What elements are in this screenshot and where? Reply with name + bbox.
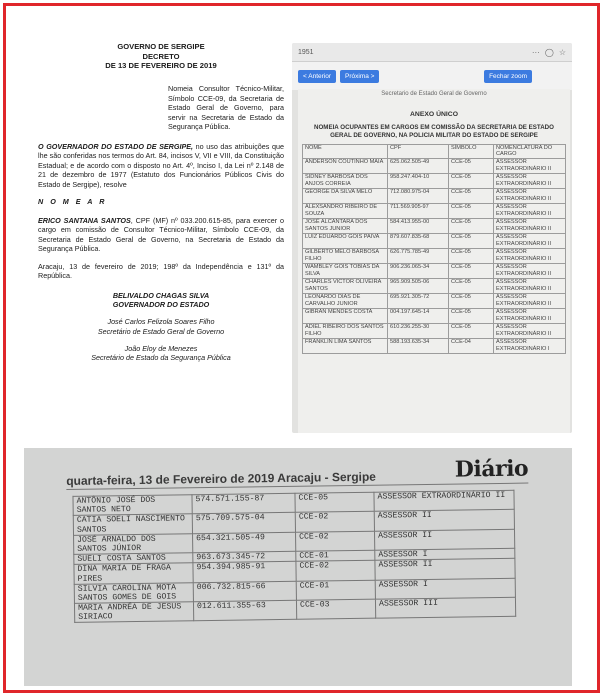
cell-simbolo: CCE-01 — [296, 550, 375, 561]
prev-button[interactable]: < Anterior — [298, 70, 336, 83]
table-row — [303, 188, 566, 203]
cell-simbolo: CCE-03 — [296, 599, 375, 619]
cell-cargo: ASSESSOR EXTRAORDINÁRIO II — [494, 173, 566, 188]
cell-simbolo: CCE-05 — [449, 173, 494, 188]
cell-cpf: 906.236.065-34 — [388, 263, 449, 278]
cell-cpf: 654.321.505-49 — [193, 532, 296, 553]
decree-paragraph-2 — [38, 216, 284, 254]
cell-cargo: ASSESSOR I — [375, 548, 515, 560]
cell-simbolo: CCE-05 — [449, 233, 494, 248]
table-row — [303, 158, 566, 173]
newspaper-date: quarta-feira, 13 de Fevereiro de 2019 Aracaju - Sergipe — [66, 469, 377, 488]
cell-cargo: ASSESSOR EXTRAORDINÁRIO II — [494, 218, 566, 233]
cell-cargo: ASSESSOR II — [374, 510, 514, 531]
cell-cpf: 575.709.575-04 — [192, 513, 295, 534]
cell-cpf: 695.921.305-72 — [388, 293, 449, 308]
cell-simbolo: CCE-05 — [449, 278, 494, 293]
cell-nome: JOSÉ ALCANTARA DOS SANTOS JUNIOR — [303, 218, 388, 233]
cell-simbolo: CCE-04 — [449, 338, 494, 353]
decree-signature-secretary-governo — [38, 317, 284, 336]
decree — [38, 42, 284, 371]
cell-cpf: 958.247.404-10 — [388, 173, 449, 188]
table-row — [303, 263, 566, 278]
sig3-name: João Eloy de Menezes — [124, 344, 198, 354]
table-row — [303, 233, 566, 248]
cell-cargo: ASSESSOR EXTRAORDINÁRIO II — [494, 203, 566, 218]
cell-simbolo: CCE-05 — [449, 308, 494, 323]
cell-cargo: ASSESSOR II — [375, 559, 515, 580]
cell-cargo: ASSESSOR EXTRAORDINÁRIO II — [494, 323, 566, 338]
url-text: 1951 — [298, 48, 314, 56]
cell-nome: JOSÉ ARNALDO DOS SANTOS JÚNIOR — [74, 533, 193, 554]
cell-simbolo: CCE-05 — [449, 263, 494, 278]
sig2-name: José Carlos Felizola Soares Filho — [107, 317, 215, 327]
cell-cpf: 012.611.355-63 — [193, 600, 296, 621]
cell-cpf: 963.673.345-72 — [193, 551, 296, 563]
annex-table-body — [303, 158, 566, 353]
doc-header: Secretario de Estado Geral de Governo — [381, 91, 487, 97]
shield-icon[interactable]: ◯ — [544, 47, 554, 57]
annex-table-header — [303, 144, 566, 158]
newspaper-table-body — [73, 490, 516, 623]
decree-signature-governor — [38, 291, 284, 310]
cell-nome: CHARLES VICTOR OLIVEIRA SANTOS — [303, 278, 388, 293]
table-row — [303, 203, 566, 218]
cell-cargo: ASSESSOR EXTRAORDINÁRIO II — [494, 278, 566, 293]
col-cargo: NOMENCLATURA DO CARGO — [494, 144, 566, 158]
cell-nome: FRANKLIN LIMA SANTOS — [303, 338, 388, 353]
table-row — [303, 248, 566, 263]
browser-url-bar[interactable] — [292, 43, 572, 62]
annex-title: ANEXO ÚNICO — [410, 111, 458, 118]
cell-cargo: ASSESSOR EXTRAORDINÁRIO II — [374, 490, 514, 511]
cell-cargo: ASSESSOR EXTRAORDINÁRIO II — [494, 233, 566, 248]
cell-nome: ALEXSANDRO RIBEIRO DE SOUZA — [303, 203, 388, 218]
cell-cpf: 574.571.155-87 — [192, 493, 295, 514]
newspaper-page — [66, 455, 558, 623]
cell-simbolo: CCE-02 — [295, 512, 374, 532]
cell-cpf: 004.197.645-14 — [388, 308, 449, 323]
cell-nome: LUIZ EDUARDO GOIS PAIVA — [303, 233, 388, 248]
cell-cargo: ASSESSOR EXTRAORDINÁRIO II — [494, 293, 566, 308]
table-row — [303, 173, 566, 188]
decree-ementa: Nomeia Consultor Técnico-Militar, Símbolo CCE-09, da Secretaria de Estado Geral de Governo, para servir na Secretaria de Estado da Segurança Pública. — [168, 84, 284, 132]
cell-cargo: ASSESSOR II — [374, 529, 514, 550]
decree-nomear: N O M E A R — [38, 197, 107, 207]
cell-nome: CATIA SOELI NASCIMENTO SANTOS — [73, 514, 192, 535]
cell-simbolo: CCE-01 — [296, 580, 375, 600]
cell-cpf: 954.394.985-91 — [193, 562, 296, 583]
cell-simbolo: CCE-05 — [295, 492, 374, 512]
cell-nome: SIDNEY BARBOSA DOS ANJOS CORREIA — [303, 173, 388, 188]
cell-nome: ADIEL RIBEIRO DOS SANTOS FILHO — [303, 323, 388, 338]
cell-nome: GEORGE DA SILVA MELO — [303, 188, 388, 203]
annex-table-title: NOMEIA OCUPANTES EM CARGOS EM COMISSÃO DA SECRETARIA DE ESTADO GERAL DE GOVERNO, NA POLICIA MILITAR DO ESTADO DE SERGIPE — [314, 124, 554, 139]
cell-simbolo: CCE-05 — [449, 203, 494, 218]
cell-nome: SILVIA CAROLINA MOTA SANTOS GOMES DE GOIS — [74, 582, 193, 603]
cell-cargo: ASSESSOR EXTRAORDINÁRIO I — [494, 338, 566, 353]
col-nome: NOME — [303, 144, 388, 158]
decree-org: GOVERNO DE SERGIPE — [117, 42, 205, 51]
decree-p2-lead: ERICO SANTANA SANTOS — [38, 215, 131, 225]
cell-cargo: ASSESSOR I — [375, 578, 515, 599]
cell-simbolo: CCE-05 — [449, 323, 494, 338]
cell-simbolo: CCE-05 — [449, 158, 494, 173]
cell-simbolo: CCE-05 — [449, 218, 494, 233]
cell-nome: DINA MARIA DE FRAGA PIRES — [74, 563, 193, 584]
diario-logo: Diário — [454, 455, 529, 483]
decree-signature-secretary-seguranca — [38, 344, 284, 363]
cell-nome: GILBERTO MELO BARBOSA FILHO — [303, 248, 388, 263]
decree-p1-text: no uso das atribuições que lhe são conferidas nos termos do Art. 84, incisos V, VII e VIII, da Constituição Estadual; e de acordo com o disposto no Art. 4º, Inciso I, da Lei nº 2.148 de 21 de dezembro de 1977 (Estatuto dos Funcionários Públicos Civis do Estado de Sergipe), resolve — [38, 141, 284, 189]
cell-cargo: ASSESSOR EXTRAORDINÁRIO II — [494, 263, 566, 278]
decree-date: DE 13 DE FEVEREIRO DE 2019 — [105, 61, 217, 71]
table-row — [303, 308, 566, 323]
table-row — [303, 218, 566, 233]
cell-simbolo: CCE-02 — [296, 531, 375, 551]
newspaper-header — [66, 456, 528, 490]
browser-screenshot-photo — [292, 43, 572, 433]
cell-cpf: 006.732.815-66 — [193, 581, 296, 602]
cell-nome: ANTÔNIO JOSÉ DOS SANTOS NETO — [73, 495, 192, 516]
cell-cpf: 712.080.975-04 — [388, 188, 449, 203]
cell-simbolo: CCE-02 — [296, 561, 375, 581]
cell-nome: SUELI COSTA SANTOS — [74, 553, 193, 565]
cell-nome: LEONARDO DIAS DE CARVALHO JUNIOR — [303, 293, 388, 308]
cell-cargo: ASSESSOR EXTRAORDINÁRIO II — [494, 188, 566, 203]
decree-type: DECRETO — [142, 51, 180, 61]
decree-paragraph-3: Aracaju, 13 de fevereiro de 2019; 198º da Independência e 131º da República. — [38, 261, 284, 281]
sig3-title: Secretário de Estado da Segurança Pública — [91, 353, 231, 363]
star-icon[interactable]: ☆ — [558, 47, 566, 57]
sig-title: GOVERNADOR DO ESTADO — [112, 300, 210, 310]
col-cpf: CPF — [388, 144, 449, 158]
table-row — [303, 323, 566, 338]
cell-cpf: 965.909.505-06 — [388, 278, 449, 293]
cell-cpf: 625.062.505-49 — [388, 158, 449, 173]
sig2-title: Secretário de Estado Geral de Governo — [97, 326, 225, 336]
cell-simbolo: CCE-05 — [449, 188, 494, 203]
table-row — [303, 293, 566, 308]
cell-cpf: 610.236.255-30 — [388, 323, 449, 338]
more-icon[interactable]: ··· — [531, 47, 540, 57]
cell-nome: WAMBLEY GOIS TOBIAS DA SILVA — [303, 263, 388, 278]
annex-document — [298, 89, 570, 433]
sig-name: BELIVALDO CHAGAS SILVA — [112, 290, 210, 300]
table-row — [303, 278, 566, 293]
cell-cpf: 584.413.955-00 — [388, 218, 449, 233]
decree-p1-lead: O GOVERNADOR DO ESTADO DE SERGIPE, — [38, 141, 194, 151]
cell-cpf: 626.775.785-49 — [388, 248, 449, 263]
cell-cargo: ASSESSOR EXTRAORDINÁRIO II — [494, 308, 566, 323]
newspaper-photo — [24, 448, 572, 686]
newspaper-table — [72, 490, 516, 624]
cell-nome: GIBRAN MENDES COSTA — [303, 308, 388, 323]
cell-nome: MARIA ANDRÉA DE JESUS SIRIACO — [74, 602, 193, 623]
next-button[interactable]: Próxima > — [340, 70, 379, 83]
cell-nome: ANDERSON COUTINHO MAIA — [303, 158, 388, 173]
col-simbolo: SÍMBOLO — [449, 144, 494, 158]
decree-p2-text: , CPF (MF) nº 033.200.615-85, para exercer o cargo em comissão de Consultor Técnico-Militar, Símbolo CCE-09, da Secretaria de Estado Geral de Governo, na Secretaria de Estado da Segurança Pública. — [38, 215, 284, 254]
cell-cargo: ASSESSOR EXTRAORDINÁRIO II — [494, 248, 566, 263]
cell-simbolo: CCE-05 — [449, 248, 494, 263]
cell-cpf: 711.569.905-97 — [388, 203, 449, 218]
decree-paragraph-1 — [38, 142, 284, 190]
cell-cargo: ASSESSOR III — [375, 597, 515, 618]
cell-cpf: 879.607.835-68 — [388, 233, 449, 248]
viewer-toolbar — [292, 62, 572, 90]
cell-simbolo: CCE-05 — [449, 293, 494, 308]
cell-cpf: 588.193.635-34 — [388, 338, 449, 353]
close-zoom-button[interactable]: Fechar zoom — [484, 70, 532, 83]
cell-cargo: ASSESSOR EXTRAORDINÁRIO II — [494, 158, 566, 173]
table-row — [303, 338, 566, 353]
annex-table — [302, 144, 566, 354]
